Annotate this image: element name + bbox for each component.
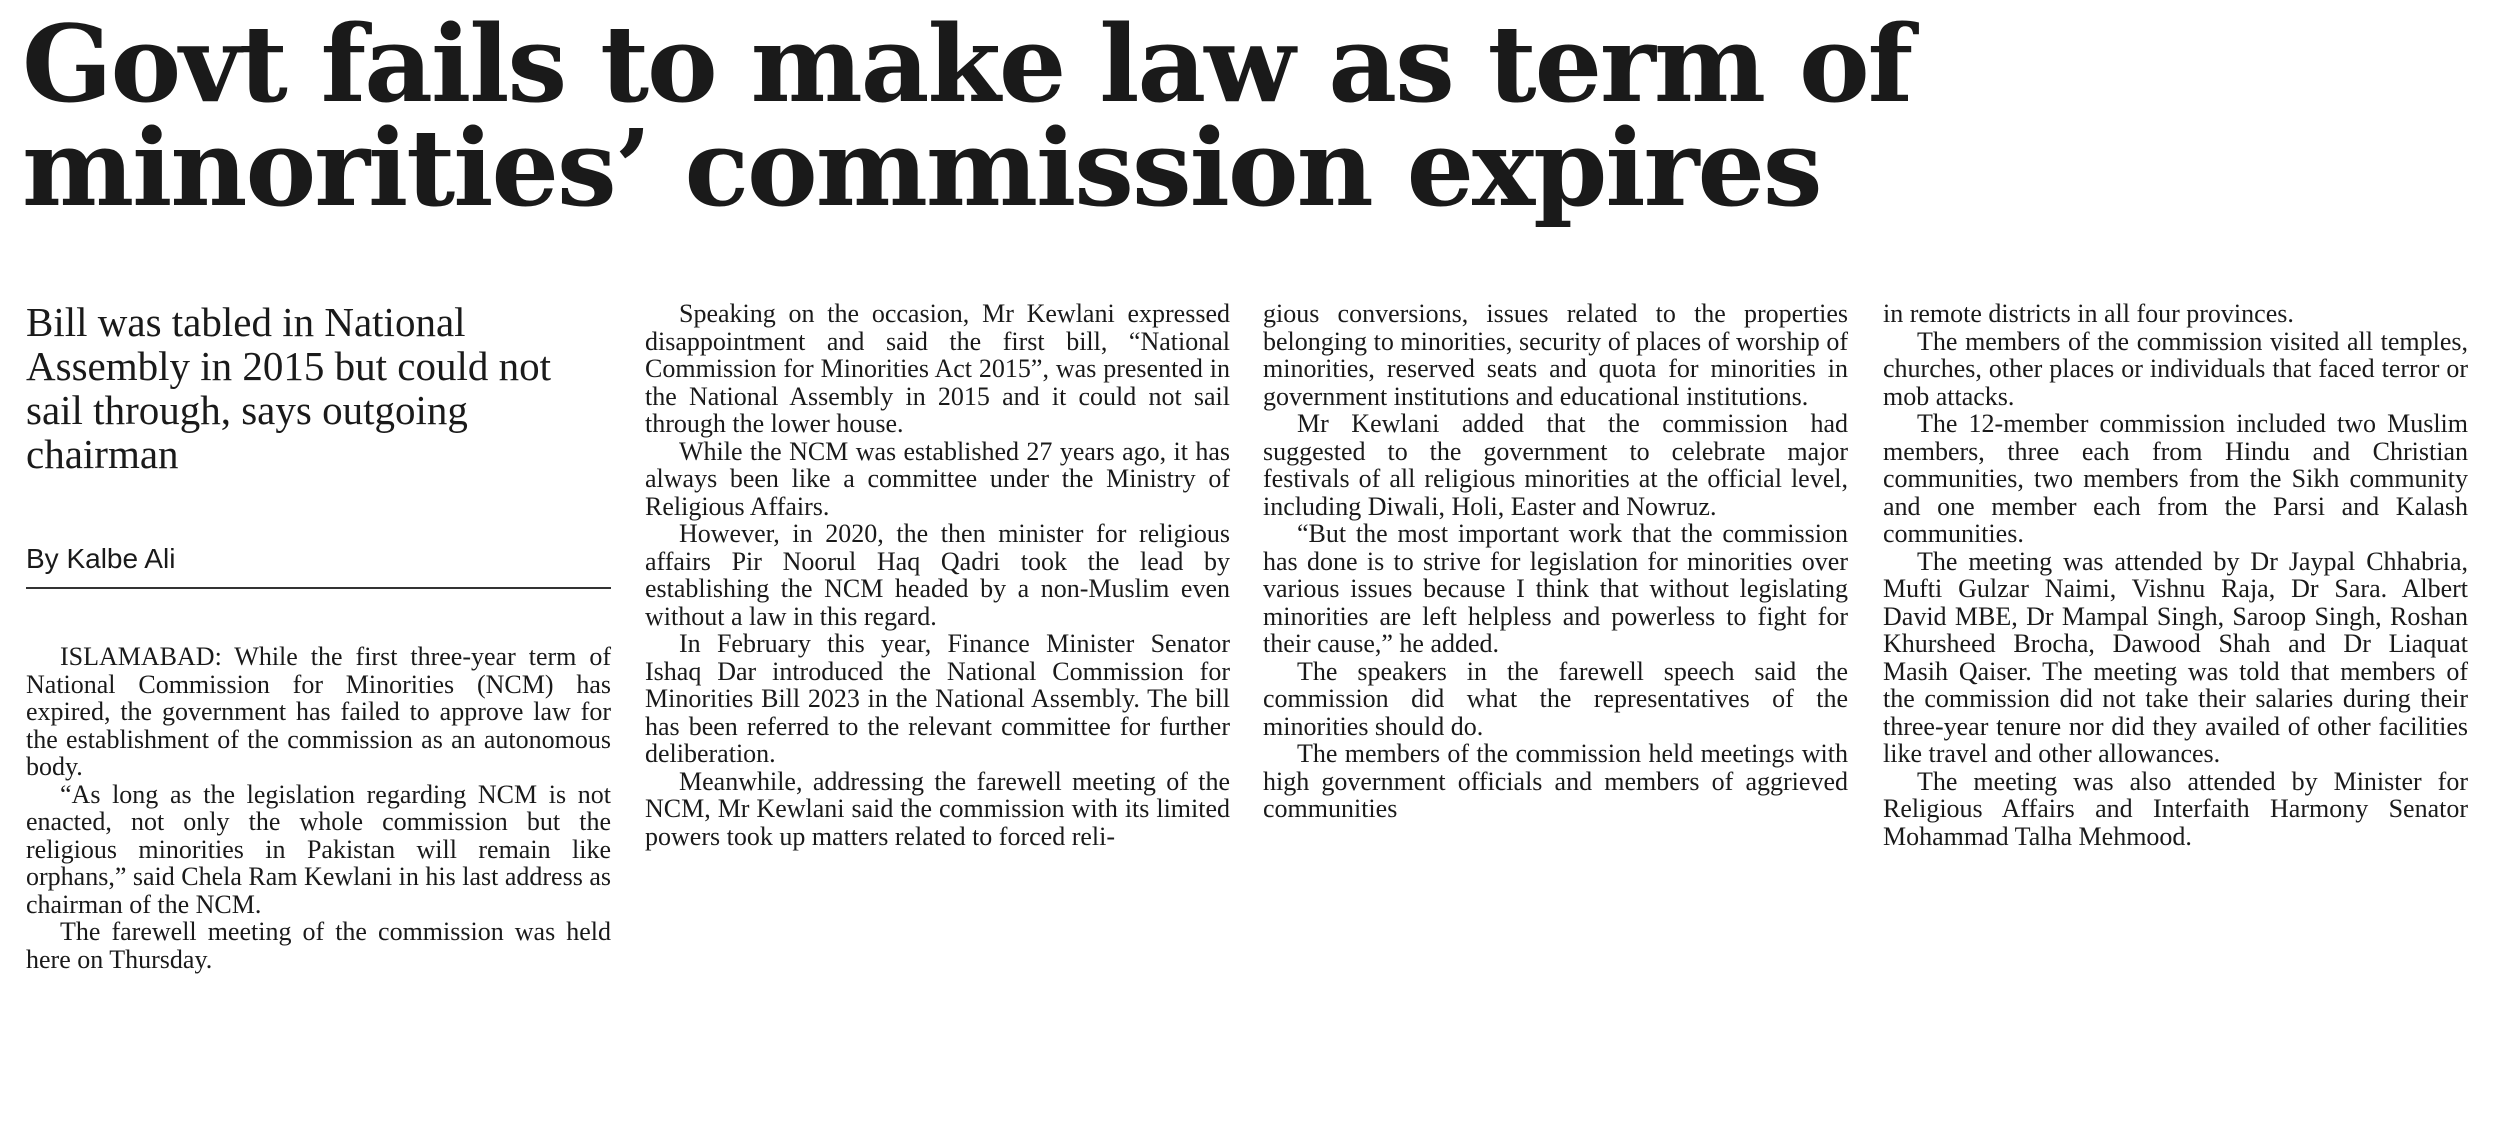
headline-line-2: minorities’ commission expires (22, 105, 1821, 230)
paragraph: “But the most important work that the commission has done is to strive for legislation for minorities over various issues because I think that without legislating minorities are left helpless and powerless to fight for their cause,” he added. (1263, 519, 1848, 658)
paragraph: Mr Kewlani added that the commission had suggested to the government to celebrate major festivals of all religious minorities at the official level, including Diwali, Holi, Easter and Nowruz. (1263, 409, 1848, 521)
paragraph: “As long as the legislation regarding NCM is not enacted, not only the whole commission but the religious minorities in Pakistan will remain like orphans,” said Chela Ram Kewlani in his last address as chairman of the NCM. (26, 779, 611, 919)
paragraph: The members of the commission held meetings with high government officials and members of aggrieved communities (1263, 739, 1848, 823)
paragraph: The members of the commission visited all temples, churches, other places or individuals that faced terror or mob attacks. (1883, 326, 2468, 411)
headline (22, 1, 2482, 230)
paragraph: While the NCM was established 27 years ago, it has always been like a committee under the Ministry of Religious Affairs. (645, 436, 1230, 521)
paragraph: Speaking on the occasion, Mr Kewlani expressed disappointment and said the first bill, “National Commission for Minorities Act 2015”, was presented in the National Assembly in 2015 and it could not sail through the lower house. (645, 299, 1230, 438)
paragraph: In February this year, Finance Minister Senator Ishaq Dar introduced the National Commission for Minorities Bill 2023 in the National Assembly. The bill has been referred to the relevant committee for further deliberation. (645, 629, 1230, 768)
column-2 (645, 300, 1230, 850)
headline-line-1: Govt fails to make law as term of (22, 1, 1912, 126)
byline-divider (26, 587, 611, 589)
column-3 (1263, 300, 1848, 823)
paragraph: Meanwhile, addressing the farewell meeting of the NCM, Mr Kewlani said the commission with its limited powers took up matters related to forced reli- (645, 766, 1230, 851)
paragraph: However, in 2020, the then minister for religious affairs Pir Noorul Haq Qadri took the lead by establishing the NCM headed by a non-Muslim even without a law in this regard. (645, 519, 1230, 631)
paragraph: The speakers in the farewell speech said the commission did what the representatives of the minorities should do. (1263, 656, 1848, 741)
column-1 (26, 643, 611, 973)
standfirst: Bill was tabled in National Assembly in 2015 but could not sail through, says outgoing chairman (26, 299, 552, 477)
paragraph: The meeting was also attended by Minister for Religious Affairs and Interfaith Harmony Senator Mohammad Talha Mehmood. (1883, 766, 2468, 851)
paragraph: gious conversions, issues related to the properties belonging to minorities, security of places of worship of minorities, reserved seats and quota for minorities in government institutions and educational institutions. (1263, 299, 1848, 411)
paragraph: The farewell meeting of the commission was held here on Thursday. (26, 917, 611, 974)
paragraph: in remote districts in all four provinces. (1883, 299, 2294, 328)
byline: By Kalbe Ali (26, 543, 176, 574)
column-4 (1883, 300, 2468, 850)
paragraph: The 12-member commission included two Muslim members, three each from Hindu and Christian communities, two members from the Sikh community and one member each from the Parsi and Kalash communities. (1883, 409, 2468, 548)
paragraph: ISLAMABAD: While the first three-year term of National Commission for Minorities (NCM) has expired, the government has failed to approve law for the establishment of the commission as an autonomous body. (26, 642, 611, 781)
paragraph: The meeting was attended by Dr Jaypal Chhabria, Mufti Gulzar Naimi, Vishnu Raja, Dr Sara. Albert David MBE, Dr Mampal Singh, Saroop Singh, Roshan Khursheed Brocha, Dawood Shah and Dr Liaquat Masih Qaiser. The meeting was told that members of the commission did not take their salaries during their three-year tenure nor did they availed of other facilities like travel and other allowances. (1883, 546, 2468, 768)
